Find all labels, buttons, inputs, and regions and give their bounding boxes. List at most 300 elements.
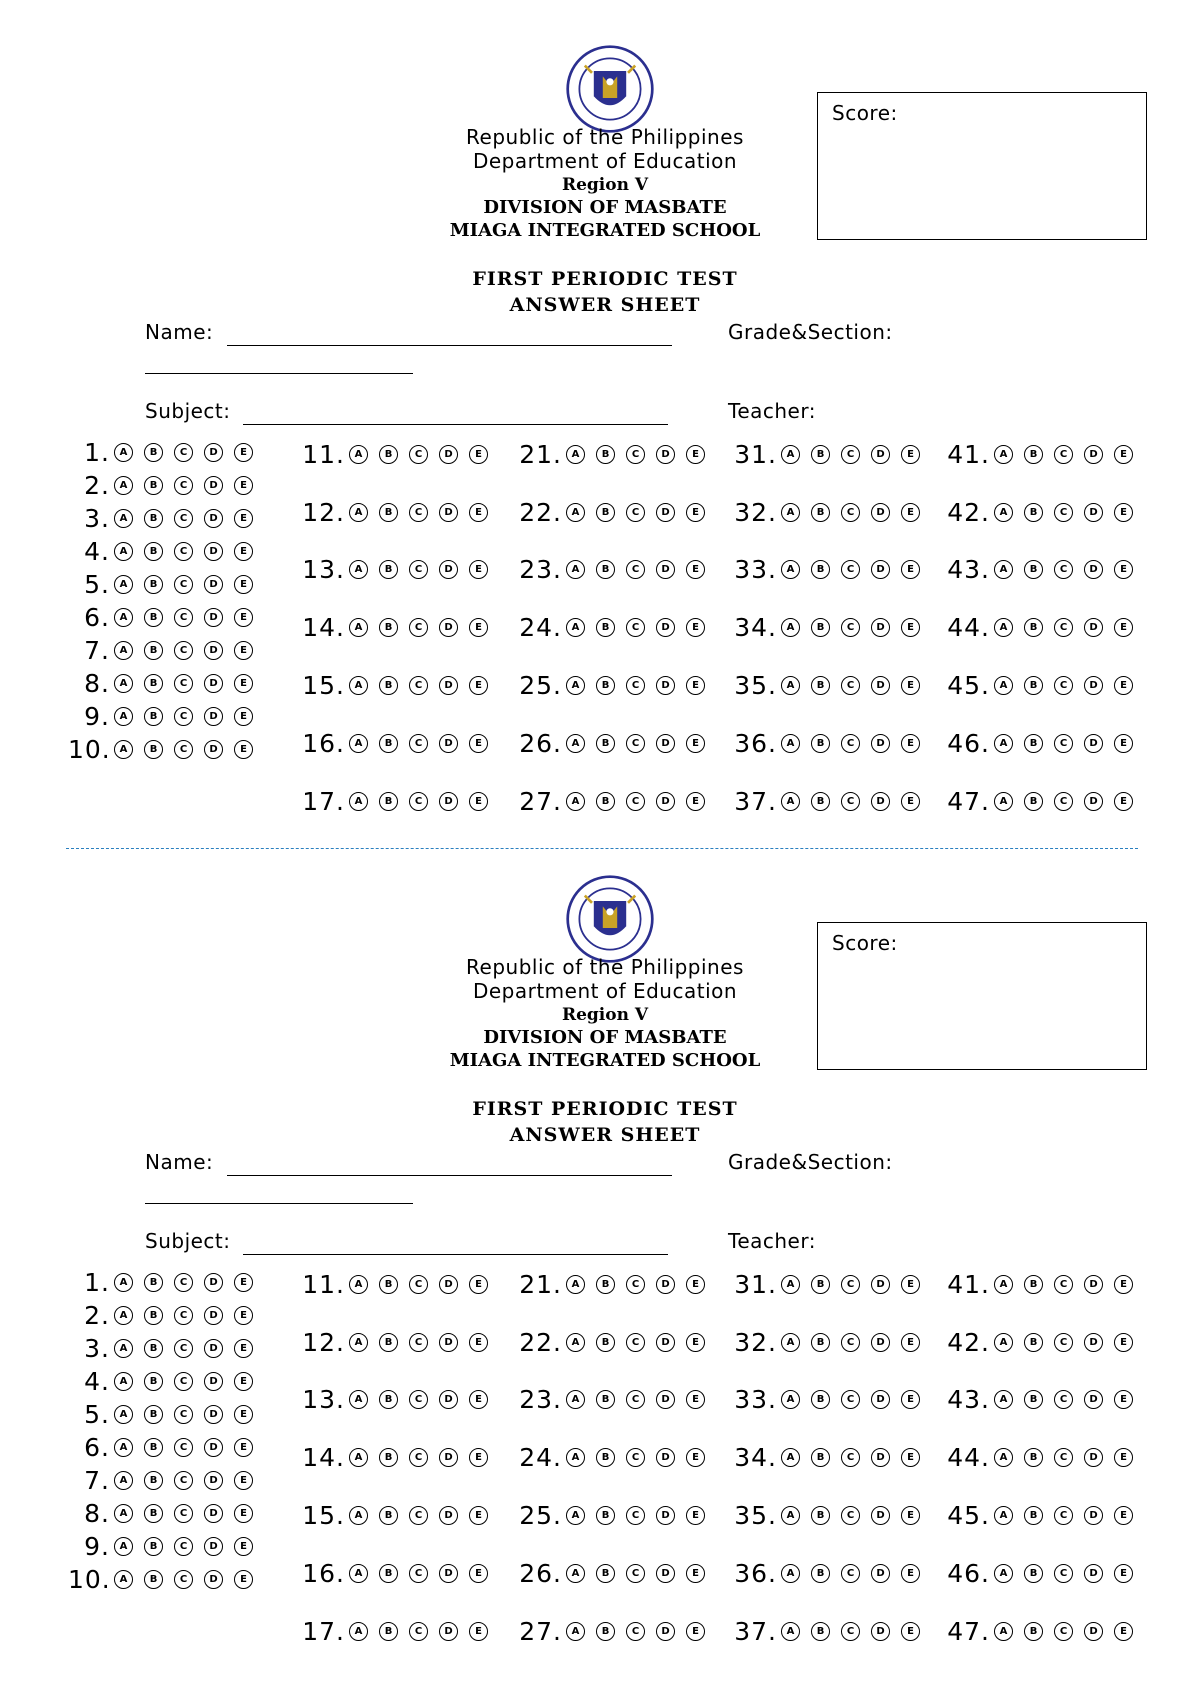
choice-bubble-d[interactable]: D <box>439 1506 458 1525</box>
choice-bubble-a[interactable]: A <box>566 1506 585 1525</box>
choice-bubble-d[interactable]: D <box>204 1537 223 1556</box>
choice-bubble-e[interactable]: E <box>469 1333 488 1352</box>
choice-bubble-b[interactable]: B <box>596 1564 615 1583</box>
choice-bubble-a[interactable]: A <box>114 1471 133 1490</box>
choice-bubble-a[interactable]: A <box>114 740 133 759</box>
choice-bubble-e[interactable]: E <box>234 641 253 660</box>
choice-bubble-e[interactable]: E <box>901 618 920 637</box>
choice-bubble-c[interactable]: C <box>174 1537 193 1556</box>
choice-bubble-b[interactable]: B <box>596 1275 615 1294</box>
choice-bubble-c[interactable]: C <box>174 1306 193 1325</box>
choice-bubble-a[interactable]: A <box>781 1390 800 1409</box>
choice-bubble-a[interactable]: A <box>994 1506 1013 1525</box>
choice-bubble-c[interactable]: C <box>626 618 645 637</box>
choice-bubble-e[interactable]: E <box>901 1275 920 1294</box>
choice-bubble-a[interactable]: A <box>781 503 800 522</box>
choice-bubble-c[interactable]: C <box>841 734 860 753</box>
choice-bubble-c[interactable]: C <box>174 1504 193 1523</box>
choice-bubble-b[interactable]: B <box>811 734 830 753</box>
choice-bubble-c[interactable]: C <box>626 676 645 695</box>
choice-bubble-d[interactable]: D <box>439 560 458 579</box>
choice-bubble-e[interactable]: E <box>901 560 920 579</box>
choice-bubble-a[interactable]: A <box>114 1537 133 1556</box>
choice-bubble-e[interactable]: E <box>1114 503 1133 522</box>
choice-bubble-e[interactable]: E <box>469 1448 488 1467</box>
choice-bubble-d[interactable]: D <box>204 1570 223 1589</box>
choice-bubble-e[interactable]: E <box>469 1622 488 1641</box>
choice-bubble-a[interactable]: A <box>114 674 133 693</box>
choice-bubble-e[interactable]: E <box>469 676 488 695</box>
choice-bubble-e[interactable]: E <box>469 1390 488 1409</box>
choice-bubble-a[interactable]: A <box>566 1275 585 1294</box>
choice-bubble-e[interactable]: E <box>234 443 253 462</box>
choice-bubble-a[interactable]: A <box>349 1390 368 1409</box>
choice-bubble-a[interactable]: A <box>349 676 368 695</box>
choice-bubble-a[interactable]: A <box>994 1275 1013 1294</box>
choice-bubble-e[interactable]: E <box>234 1306 253 1325</box>
choice-bubble-c[interactable]: C <box>1054 1622 1073 1641</box>
choice-bubble-e[interactable]: E <box>469 734 488 753</box>
choice-bubble-e[interactable]: E <box>469 1564 488 1583</box>
choice-bubble-a[interactable]: A <box>349 560 368 579</box>
choice-bubble-e[interactable]: E <box>469 792 488 811</box>
choice-bubble-d[interactable]: D <box>204 740 223 759</box>
choice-bubble-a[interactable]: A <box>114 509 133 528</box>
choice-bubble-b[interactable]: B <box>1024 1333 1043 1352</box>
choice-bubble-d[interactable]: D <box>204 443 223 462</box>
choice-bubble-e[interactable]: E <box>234 740 253 759</box>
choice-bubble-d[interactable]: D <box>1084 560 1103 579</box>
grade-section-input-line[interactable] <box>145 373 413 374</box>
choice-bubble-b[interactable]: B <box>144 1405 163 1424</box>
choice-bubble-b[interactable]: B <box>1024 1564 1043 1583</box>
choice-bubble-c[interactable]: C <box>1054 734 1073 753</box>
choice-bubble-a[interactable]: A <box>994 1333 1013 1352</box>
choice-bubble-b[interactable]: B <box>811 1333 830 1352</box>
choice-bubble-a[interactable]: A <box>994 734 1013 753</box>
choice-bubble-a[interactable]: A <box>349 1506 368 1525</box>
choice-bubble-e[interactable]: E <box>1114 734 1133 753</box>
choice-bubble-d[interactable]: D <box>204 641 223 660</box>
choice-bubble-d[interactable]: D <box>439 1275 458 1294</box>
choice-bubble-c[interactable]: C <box>1054 503 1073 522</box>
choice-bubble-b[interactable]: B <box>379 560 398 579</box>
choice-bubble-a[interactable]: A <box>114 608 133 627</box>
choice-bubble-a[interactable]: A <box>114 542 133 561</box>
choice-bubble-b[interactable]: B <box>379 503 398 522</box>
choice-bubble-b[interactable]: B <box>596 734 615 753</box>
choice-bubble-c[interactable]: C <box>174 443 193 462</box>
choice-bubble-c[interactable]: C <box>409 1564 428 1583</box>
choice-bubble-c[interactable]: C <box>174 542 193 561</box>
choice-bubble-c[interactable]: C <box>626 1448 645 1467</box>
choice-bubble-e[interactable]: E <box>901 1622 920 1641</box>
choice-bubble-b[interactable]: B <box>144 1471 163 1490</box>
choice-bubble-a[interactable]: A <box>566 1390 585 1409</box>
choice-bubble-d[interactable]: D <box>439 1622 458 1641</box>
choice-bubble-a[interactable]: A <box>349 1275 368 1294</box>
choice-bubble-e[interactable]: E <box>686 1390 705 1409</box>
choice-bubble-a[interactable]: A <box>349 503 368 522</box>
choice-bubble-d[interactable]: D <box>439 503 458 522</box>
choice-bubble-b[interactable]: B <box>144 542 163 561</box>
choice-bubble-a[interactable]: A <box>994 1564 1013 1583</box>
choice-bubble-e[interactable]: E <box>234 476 253 495</box>
choice-bubble-a[interactable]: A <box>781 618 800 637</box>
choice-bubble-e[interactable]: E <box>686 1506 705 1525</box>
choice-bubble-e[interactable]: E <box>1114 560 1133 579</box>
choice-bubble-a[interactable]: A <box>349 1622 368 1641</box>
choice-bubble-e[interactable]: E <box>901 503 920 522</box>
choice-bubble-a[interactable]: A <box>781 734 800 753</box>
choice-bubble-d[interactable]: D <box>656 1333 675 1352</box>
choice-bubble-a[interactable]: A <box>994 1390 1013 1409</box>
choice-bubble-c[interactable]: C <box>1054 1448 1073 1467</box>
choice-bubble-d[interactable]: D <box>1084 445 1103 464</box>
choice-bubble-c[interactable]: C <box>409 503 428 522</box>
choice-bubble-d[interactable]: D <box>871 560 890 579</box>
choice-bubble-e[interactable]: E <box>234 509 253 528</box>
choice-bubble-d[interactable]: D <box>1084 503 1103 522</box>
choice-bubble-a[interactable]: A <box>566 676 585 695</box>
choice-bubble-a[interactable]: A <box>566 1622 585 1641</box>
choice-bubble-a[interactable]: A <box>994 676 1013 695</box>
choice-bubble-b[interactable]: B <box>1024 445 1043 464</box>
choice-bubble-a[interactable]: A <box>781 1506 800 1525</box>
subject-input-line[interactable] <box>243 1254 668 1255</box>
choice-bubble-d[interactable]: D <box>1084 792 1103 811</box>
choice-bubble-b[interactable]: B <box>596 1333 615 1352</box>
choice-bubble-e[interactable]: E <box>686 1622 705 1641</box>
choice-bubble-c[interactable]: C <box>409 445 428 464</box>
choice-bubble-b[interactable]: B <box>1024 560 1043 579</box>
choice-bubble-d[interactable]: D <box>204 509 223 528</box>
choice-bubble-e[interactable]: E <box>901 1333 920 1352</box>
choice-bubble-d[interactable]: D <box>656 1564 675 1583</box>
choice-bubble-a[interactable]: A <box>349 792 368 811</box>
choice-bubble-e[interactable]: E <box>1114 676 1133 695</box>
choice-bubble-c[interactable]: C <box>1054 792 1073 811</box>
choice-bubble-a[interactable]: A <box>114 707 133 726</box>
choice-bubble-d[interactable]: D <box>204 1372 223 1391</box>
choice-bubble-d[interactable]: D <box>871 676 890 695</box>
choice-bubble-c[interactable]: C <box>174 1405 193 1424</box>
choice-bubble-b[interactable]: B <box>596 1390 615 1409</box>
choice-bubble-e[interactable]: E <box>686 734 705 753</box>
choice-bubble-d[interactable]: D <box>204 1273 223 1292</box>
choice-bubble-d[interactable]: D <box>656 1275 675 1294</box>
choice-bubble-b[interactable]: B <box>811 560 830 579</box>
choice-bubble-c[interactable]: C <box>1054 1390 1073 1409</box>
choice-bubble-c[interactable]: C <box>841 445 860 464</box>
choice-bubble-d[interactable]: D <box>656 1622 675 1641</box>
choice-bubble-c[interactable]: C <box>1054 1275 1073 1294</box>
choice-bubble-a[interactable]: A <box>994 1448 1013 1467</box>
choice-bubble-d[interactable]: D <box>656 1390 675 1409</box>
choice-bubble-a[interactable]: A <box>566 1333 585 1352</box>
choice-bubble-e[interactable]: E <box>1114 1506 1133 1525</box>
choice-bubble-d[interactable]: D <box>871 734 890 753</box>
choice-bubble-c[interactable]: C <box>174 1570 193 1589</box>
choice-bubble-c[interactable]: C <box>626 1564 645 1583</box>
choice-bubble-e[interactable]: E <box>901 676 920 695</box>
choice-bubble-b[interactable]: B <box>379 1506 398 1525</box>
choice-bubble-a[interactable]: A <box>114 1570 133 1589</box>
choice-bubble-c[interactable]: C <box>174 674 193 693</box>
choice-bubble-e[interactable]: E <box>469 1275 488 1294</box>
choice-bubble-c[interactable]: C <box>1054 560 1073 579</box>
choice-bubble-a[interactable]: A <box>781 1564 800 1583</box>
choice-bubble-c[interactable]: C <box>626 734 645 753</box>
choice-bubble-e[interactable]: E <box>686 1448 705 1467</box>
choice-bubble-c[interactable]: C <box>841 560 860 579</box>
choice-bubble-d[interactable]: D <box>204 707 223 726</box>
choice-bubble-b[interactable]: B <box>144 575 163 594</box>
choice-bubble-b[interactable]: B <box>144 1504 163 1523</box>
choice-bubble-c[interactable]: C <box>1054 1564 1073 1583</box>
choice-bubble-c[interactable]: C <box>841 1448 860 1467</box>
choice-bubble-a[interactable]: A <box>994 1622 1013 1641</box>
choice-bubble-b[interactable]: B <box>596 445 615 464</box>
choice-bubble-b[interactable]: B <box>1024 618 1043 637</box>
choice-bubble-c[interactable]: C <box>626 1275 645 1294</box>
choice-bubble-b[interactable]: B <box>1024 792 1043 811</box>
choice-bubble-c[interactable]: C <box>841 618 860 637</box>
choice-bubble-c[interactable]: C <box>409 560 428 579</box>
choice-bubble-c[interactable]: C <box>1054 1333 1073 1352</box>
choice-bubble-a[interactable]: A <box>114 476 133 495</box>
choice-bubble-b[interactable]: B <box>379 1275 398 1294</box>
choice-bubble-d[interactable]: D <box>204 1405 223 1424</box>
choice-bubble-e[interactable]: E <box>234 1471 253 1490</box>
choice-bubble-c[interactable]: C <box>841 1622 860 1641</box>
choice-bubble-d[interactable]: D <box>1084 1333 1103 1352</box>
choice-bubble-b[interactable]: B <box>379 1333 398 1352</box>
choice-bubble-a[interactable]: A <box>781 1622 800 1641</box>
choice-bubble-b[interactable]: B <box>1024 1448 1043 1467</box>
choice-bubble-c[interactable]: C <box>409 1333 428 1352</box>
choice-bubble-c[interactable]: C <box>174 1372 193 1391</box>
choice-bubble-b[interactable]: B <box>144 740 163 759</box>
choice-bubble-c[interactable]: C <box>841 1506 860 1525</box>
choice-bubble-d[interactable]: D <box>871 1622 890 1641</box>
choice-bubble-c[interactable]: C <box>626 792 645 811</box>
choice-bubble-d[interactable]: D <box>439 445 458 464</box>
choice-bubble-a[interactable]: A <box>994 792 1013 811</box>
choice-bubble-c[interactable]: C <box>409 676 428 695</box>
choice-bubble-c[interactable]: C <box>841 792 860 811</box>
choice-bubble-d[interactable]: D <box>204 476 223 495</box>
choice-bubble-d[interactable]: D <box>1084 1390 1103 1409</box>
choice-bubble-b[interactable]: B <box>1024 1390 1043 1409</box>
choice-bubble-e[interactable]: E <box>234 674 253 693</box>
choice-bubble-e[interactable]: E <box>901 1564 920 1583</box>
choice-bubble-c[interactable]: C <box>841 676 860 695</box>
choice-bubble-a[interactable]: A <box>349 618 368 637</box>
choice-bubble-a[interactable]: A <box>349 1333 368 1352</box>
choice-bubble-b[interactable]: B <box>596 1448 615 1467</box>
choice-bubble-e[interactable]: E <box>234 1537 253 1556</box>
choice-bubble-c[interactable]: C <box>174 575 193 594</box>
choice-bubble-e[interactable]: E <box>234 1405 253 1424</box>
choice-bubble-d[interactable]: D <box>871 503 890 522</box>
choice-bubble-b[interactable]: B <box>144 1438 163 1457</box>
choice-bubble-e[interactable]: E <box>1114 618 1133 637</box>
choice-bubble-d[interactable]: D <box>656 1506 675 1525</box>
choice-bubble-e[interactable]: E <box>686 1333 705 1352</box>
choice-bubble-d[interactable]: D <box>656 560 675 579</box>
choice-bubble-d[interactable]: D <box>1084 1564 1103 1583</box>
choice-bubble-c[interactable]: C <box>841 503 860 522</box>
choice-bubble-d[interactable]: D <box>1084 1622 1103 1641</box>
choice-bubble-b[interactable]: B <box>144 1570 163 1589</box>
choice-bubble-a[interactable]: A <box>566 1448 585 1467</box>
choice-bubble-b[interactable]: B <box>379 1390 398 1409</box>
choice-bubble-d[interactable]: D <box>204 1471 223 1490</box>
choice-bubble-d[interactable]: D <box>656 618 675 637</box>
choice-bubble-b[interactable]: B <box>1024 1506 1043 1525</box>
choice-bubble-b[interactable]: B <box>379 676 398 695</box>
choice-bubble-c[interactable]: C <box>409 792 428 811</box>
choice-bubble-e[interactable]: E <box>469 618 488 637</box>
choice-bubble-a[interactable]: A <box>114 641 133 660</box>
choice-bubble-d[interactable]: D <box>1084 1506 1103 1525</box>
choice-bubble-b[interactable]: B <box>144 443 163 462</box>
choice-bubble-a[interactable]: A <box>349 1448 368 1467</box>
choice-bubble-d[interactable]: D <box>656 1448 675 1467</box>
choice-bubble-d[interactable]: D <box>439 676 458 695</box>
choice-bubble-b[interactable]: B <box>379 1564 398 1583</box>
choice-bubble-d[interactable]: D <box>204 1306 223 1325</box>
choice-bubble-e[interactable]: E <box>1114 1390 1133 1409</box>
choice-bubble-e[interactable]: E <box>686 676 705 695</box>
choice-bubble-c[interactable]: C <box>174 608 193 627</box>
choice-bubble-d[interactable]: D <box>439 1390 458 1409</box>
choice-bubble-e[interactable]: E <box>1114 1275 1133 1294</box>
choice-bubble-b[interactable]: B <box>144 1537 163 1556</box>
choice-bubble-e[interactable]: E <box>234 1339 253 1358</box>
choice-bubble-b[interactable]: B <box>379 734 398 753</box>
choice-bubble-d[interactable]: D <box>871 445 890 464</box>
choice-bubble-b[interactable]: B <box>379 792 398 811</box>
choice-bubble-d[interactable]: D <box>871 1390 890 1409</box>
choice-bubble-d[interactable]: D <box>1084 1448 1103 1467</box>
choice-bubble-a[interactable]: A <box>994 445 1013 464</box>
choice-bubble-c[interactable]: C <box>174 740 193 759</box>
choice-bubble-b[interactable]: B <box>144 476 163 495</box>
choice-bubble-e[interactable]: E <box>1114 445 1133 464</box>
choice-bubble-c[interactable]: C <box>626 1390 645 1409</box>
choice-bubble-b[interactable]: B <box>144 674 163 693</box>
choice-bubble-d[interactable]: D <box>439 1564 458 1583</box>
choice-bubble-d[interactable]: D <box>439 792 458 811</box>
choice-bubble-c[interactable]: C <box>841 1333 860 1352</box>
choice-bubble-d[interactable]: D <box>871 1564 890 1583</box>
choice-bubble-a[interactable]: A <box>114 1372 133 1391</box>
choice-bubble-b[interactable]: B <box>1024 676 1043 695</box>
choice-bubble-a[interactable]: A <box>781 560 800 579</box>
choice-bubble-a[interactable]: A <box>349 445 368 464</box>
choice-bubble-d[interactable]: D <box>656 676 675 695</box>
choice-bubble-b[interactable]: B <box>379 618 398 637</box>
choice-bubble-b[interactable]: B <box>379 445 398 464</box>
choice-bubble-c[interactable]: C <box>626 1622 645 1641</box>
choice-bubble-a[interactable]: A <box>566 792 585 811</box>
choice-bubble-d[interactable]: D <box>656 792 675 811</box>
choice-bubble-d[interactable]: D <box>1084 734 1103 753</box>
choice-bubble-b[interactable]: B <box>596 676 615 695</box>
choice-bubble-a[interactable]: A <box>114 1438 133 1457</box>
choice-bubble-b[interactable]: B <box>811 792 830 811</box>
choice-bubble-b[interactable]: B <box>811 503 830 522</box>
choice-bubble-b[interactable]: B <box>144 641 163 660</box>
choice-bubble-c[interactable]: C <box>409 1506 428 1525</box>
choice-bubble-e[interactable]: E <box>469 503 488 522</box>
choice-bubble-c[interactable]: C <box>409 1390 428 1409</box>
choice-bubble-d[interactable]: D <box>439 618 458 637</box>
choice-bubble-a[interactable]: A <box>114 1339 133 1358</box>
choice-bubble-d[interactable]: D <box>204 1504 223 1523</box>
choice-bubble-a[interactable]: A <box>994 618 1013 637</box>
choice-bubble-e[interactable]: E <box>1114 1564 1133 1583</box>
choice-bubble-b[interactable]: B <box>596 560 615 579</box>
choice-bubble-c[interactable]: C <box>841 1275 860 1294</box>
choice-bubble-b[interactable]: B <box>811 676 830 695</box>
choice-bubble-a[interactable]: A <box>566 445 585 464</box>
choice-bubble-e[interactable]: E <box>686 1275 705 1294</box>
choice-bubble-d[interactable]: D <box>204 674 223 693</box>
choice-bubble-e[interactable]: E <box>234 542 253 561</box>
choice-bubble-c[interactable]: C <box>409 1448 428 1467</box>
choice-bubble-b[interactable]: B <box>811 1622 830 1641</box>
choice-bubble-e[interactable]: E <box>469 445 488 464</box>
choice-bubble-a[interactable]: A <box>781 445 800 464</box>
choice-bubble-b[interactable]: B <box>811 1275 830 1294</box>
choice-bubble-a[interactable]: A <box>566 618 585 637</box>
choice-bubble-e[interactable]: E <box>901 734 920 753</box>
grade-section-input-line[interactable] <box>145 1203 413 1204</box>
choice-bubble-c[interactable]: C <box>174 509 193 528</box>
choice-bubble-c[interactable]: C <box>1054 618 1073 637</box>
choice-bubble-a[interactable]: A <box>994 503 1013 522</box>
choice-bubble-a[interactable]: A <box>114 1405 133 1424</box>
choice-bubble-a[interactable]: A <box>114 1306 133 1325</box>
choice-bubble-b[interactable]: B <box>144 608 163 627</box>
choice-bubble-c[interactable]: C <box>1054 676 1073 695</box>
choice-bubble-c[interactable]: C <box>409 618 428 637</box>
choice-bubble-d[interactable]: D <box>439 1448 458 1467</box>
choice-bubble-d[interactable]: D <box>871 792 890 811</box>
choice-bubble-a[interactable]: A <box>114 443 133 462</box>
choice-bubble-e[interactable]: E <box>901 1506 920 1525</box>
choice-bubble-c[interactable]: C <box>174 1471 193 1490</box>
choice-bubble-e[interactable]: E <box>234 608 253 627</box>
choice-bubble-b[interactable]: B <box>144 707 163 726</box>
choice-bubble-b[interactable]: B <box>1024 503 1043 522</box>
choice-bubble-d[interactable]: D <box>656 734 675 753</box>
name-input-line[interactable] <box>227 345 672 346</box>
choice-bubble-e[interactable]: E <box>469 1506 488 1525</box>
choice-bubble-d[interactable]: D <box>871 1448 890 1467</box>
choice-bubble-b[interactable]: B <box>144 1306 163 1325</box>
choice-bubble-e[interactable]: E <box>234 1504 253 1523</box>
choice-bubble-e[interactable]: E <box>1114 1622 1133 1641</box>
choice-bubble-e[interactable]: E <box>234 1570 253 1589</box>
choice-bubble-d[interactable]: D <box>656 503 675 522</box>
choice-bubble-e[interactable]: E <box>686 503 705 522</box>
choice-bubble-b[interactable]: B <box>1024 1622 1043 1641</box>
choice-bubble-a[interactable]: A <box>114 575 133 594</box>
